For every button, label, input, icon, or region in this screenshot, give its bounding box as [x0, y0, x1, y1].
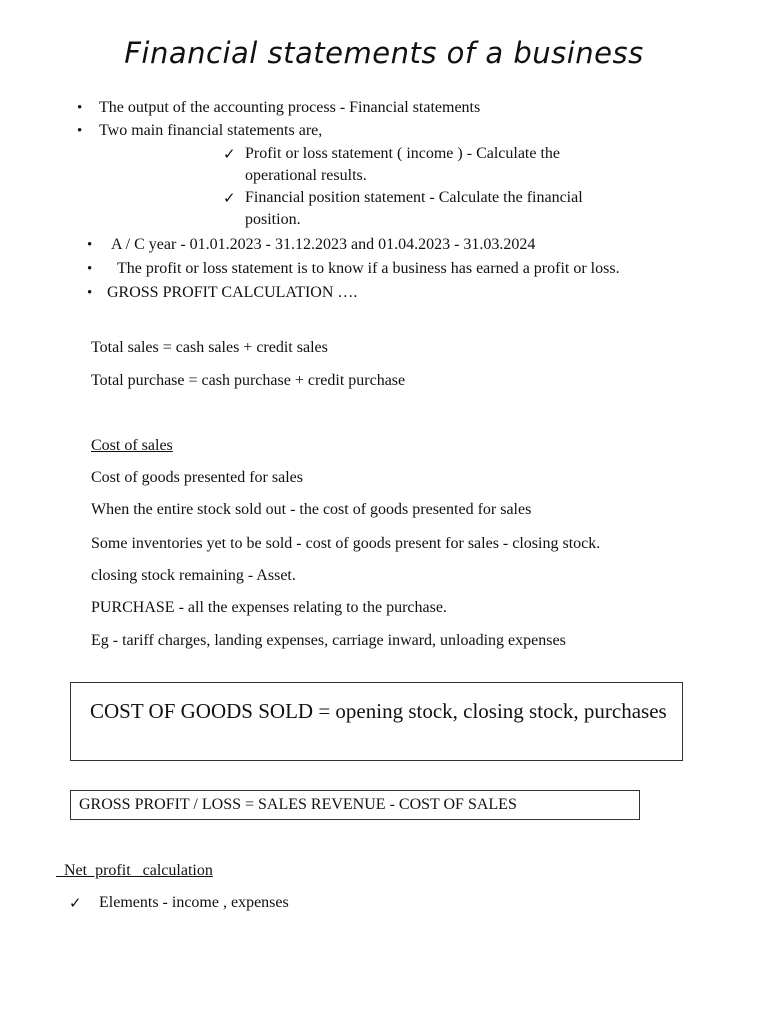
cost-of-sales-line: closing stock remaining - Asset. — [91, 567, 296, 584]
cost-of-sales-line: When the entire stock sold out - the cost of goods presented for sales — [91, 501, 532, 518]
cogs-formula-box — [70, 682, 683, 761]
cost-of-sales-line: Eg - tariff charges, landing expenses, carriage inward, unloading expenses — [91, 632, 566, 649]
total-purchase-formula: Total purchase = cash purchase + credit purchase — [91, 372, 406, 389]
bullet-text: The output of the accounting process - Financial statements — [99, 99, 481, 116]
cost-of-sales-line: PURCHASE - all the expenses relating to the purchase. — [91, 599, 447, 616]
total-sales-formula: Total sales = cash sales + credit sales — [91, 339, 328, 356]
net-profit-item: Elements - income , expenses — [99, 894, 289, 911]
bullet-icon: • — [87, 261, 93, 277]
cost-of-sales-line: Cost of goods presented for sales — [91, 469, 303, 486]
bullet-icon: • — [87, 285, 93, 301]
gross-profit-formula-box — [70, 790, 640, 820]
check-item-text: Profit or loss statement ( income ) - Calculate the — [245, 145, 561, 162]
bullet-text: The profit or loss statement is to know if a business has earned a profit or loss. — [117, 260, 620, 277]
check-icon: ✓ — [69, 894, 82, 912]
cost-of-sales-line: Some inventories yet to be sold - cost of goods present for sales - closing stock. — [91, 535, 601, 552]
check-item-text: Financial position statement - Calculate the financial — [245, 189, 583, 206]
bullet-text: Two main financial statements are, — [99, 122, 323, 139]
bullet-icon: • — [77, 123, 83, 139]
check-icon: ✓ — [223, 189, 236, 207]
bullet-text: A / C year - 01.01.2023 - 31.12.2023 and 01.04.2023 - 31.03.2024 — [111, 236, 536, 253]
net-profit-heading: Net profit calculation — [56, 862, 213, 879]
check-item-text-cont: position. — [245, 211, 301, 228]
page-title: Financial statements of a business — [124, 36, 644, 70]
bullet-icon: • — [87, 237, 93, 253]
bullet-icon: • — [77, 100, 83, 116]
bullet-text: GROSS PROFIT CALCULATION …. — [107, 284, 358, 301]
cogs-formula-text: COST OF GOODS SOLD = opening stock, closing stock, purchases — [90, 699, 667, 723]
check-item-text-cont: operational results. — [245, 167, 367, 184]
gross-profit-formula-text: GROSS PROFIT / LOSS = SALES REVENUE - COST OF SALES — [79, 796, 517, 813]
check-icon: ✓ — [223, 145, 236, 163]
cost-of-sales-heading: Cost of sales — [91, 437, 173, 454]
